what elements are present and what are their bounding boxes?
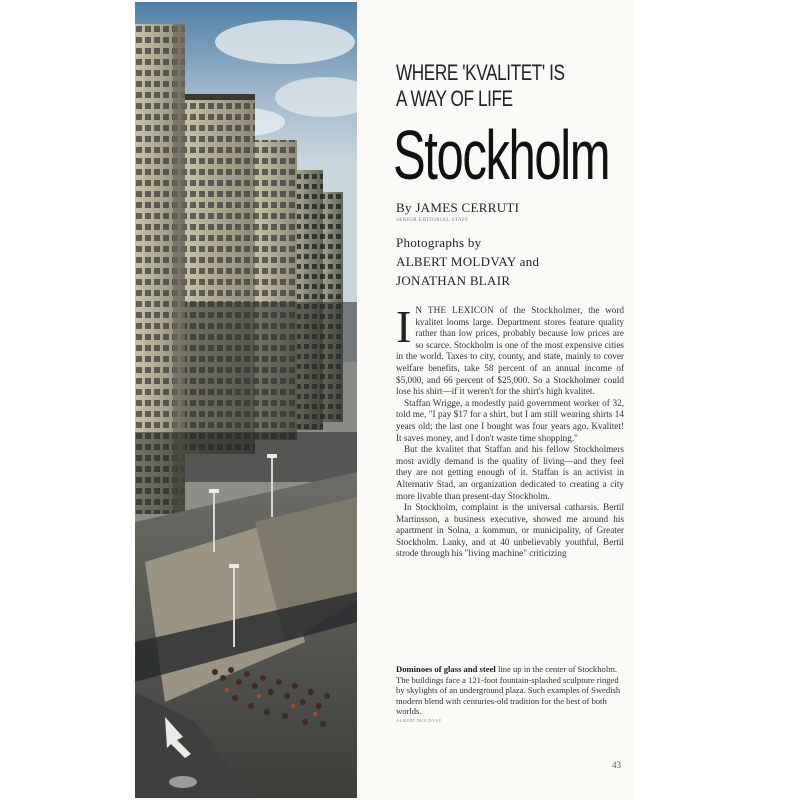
photographers-line-1: ALBERT MOLDVAY and — [396, 254, 540, 269]
paragraph-text: the word kvalitet looms large. Department stores feature quality rather than low prices, probably because low prices are so scarce. Stockholm is one of the most expensive cities in the world. Taxes to city, county, and state, mainly to cover welfare benefits, take 58 percent of an annual income of $5,000, and 66 percent of $25,000. So a Stockholmer could lose his shirt—if it weren't for the shirt's high kvalitet. — [396, 305, 624, 397]
caption-credit: ALBERT MOLDVAY — [396, 717, 442, 723]
photographers-line-2: JONATHAN BLAIR — [396, 273, 511, 288]
caption-text: line up in the center of Stockholm. The buildings face a 121-foot fountain-splashed sculpture ringed by skylights of an underground plaza. Such examples of Swedish modern blend with centuries-old tradition for the best of both worlds. — [396, 664, 621, 717]
lead-in: N THE LEXICON of the Stockholmer, — [415, 305, 583, 315]
kicker-line-2: A WAY OF LIFE — [396, 86, 513, 111]
body-paragraph: But the kvalitet that Staffan and his fellow Stockholmers most avidly demand is the quality of living—and they feel they are not getting enough of it. Staffan is an activist in Alternativ Stad, an organization dedicated to creating a city more livable than present-day Stockholm. — [396, 444, 624, 501]
article-body — [396, 305, 624, 645]
byline — [396, 200, 636, 224]
article-title: Stockholm — [393, 116, 610, 194]
photo-credits — [396, 233, 636, 290]
body-paragraph: In Stockholm, complaint is the universal catharsis. Bertil Martinsson, a business executive, showed me around his apartment in Solna, a kommun, or municipality, of Greater Stockholm. Lanky, and at 40 unbelievably youthful, Bertil strode through his "living machine" criticizing — [396, 502, 624, 559]
kicker-headline — [396, 60, 583, 112]
author-title: SENIOR EDITORIAL STAFF — [396, 218, 469, 223]
photo-caption — [396, 664, 624, 724]
page-number: 43 — [612, 760, 621, 770]
photos-label: Photographs by — [396, 235, 482, 250]
city-skyscrapers-photo — [135, 2, 357, 798]
body-paragraph — [396, 305, 624, 398]
body-paragraph: Staffan Wrigge, a modestly paid government worker of 32, told me, "I pay $17 for a shirt, but I am still wearing shirts 14 years old; the last one I bought was four years ago. Kvalitet! It saves money, and I don't waste time shopping." — [396, 397, 624, 443]
caption-lead: Dominoes of glass and steel — [396, 664, 496, 674]
kicker-line-1: WHERE 'KVALITET' IS — [396, 60, 565, 85]
drop-cap: I — [396, 305, 412, 352]
author-name: By JAMES CERRUTI — [396, 200, 520, 215]
